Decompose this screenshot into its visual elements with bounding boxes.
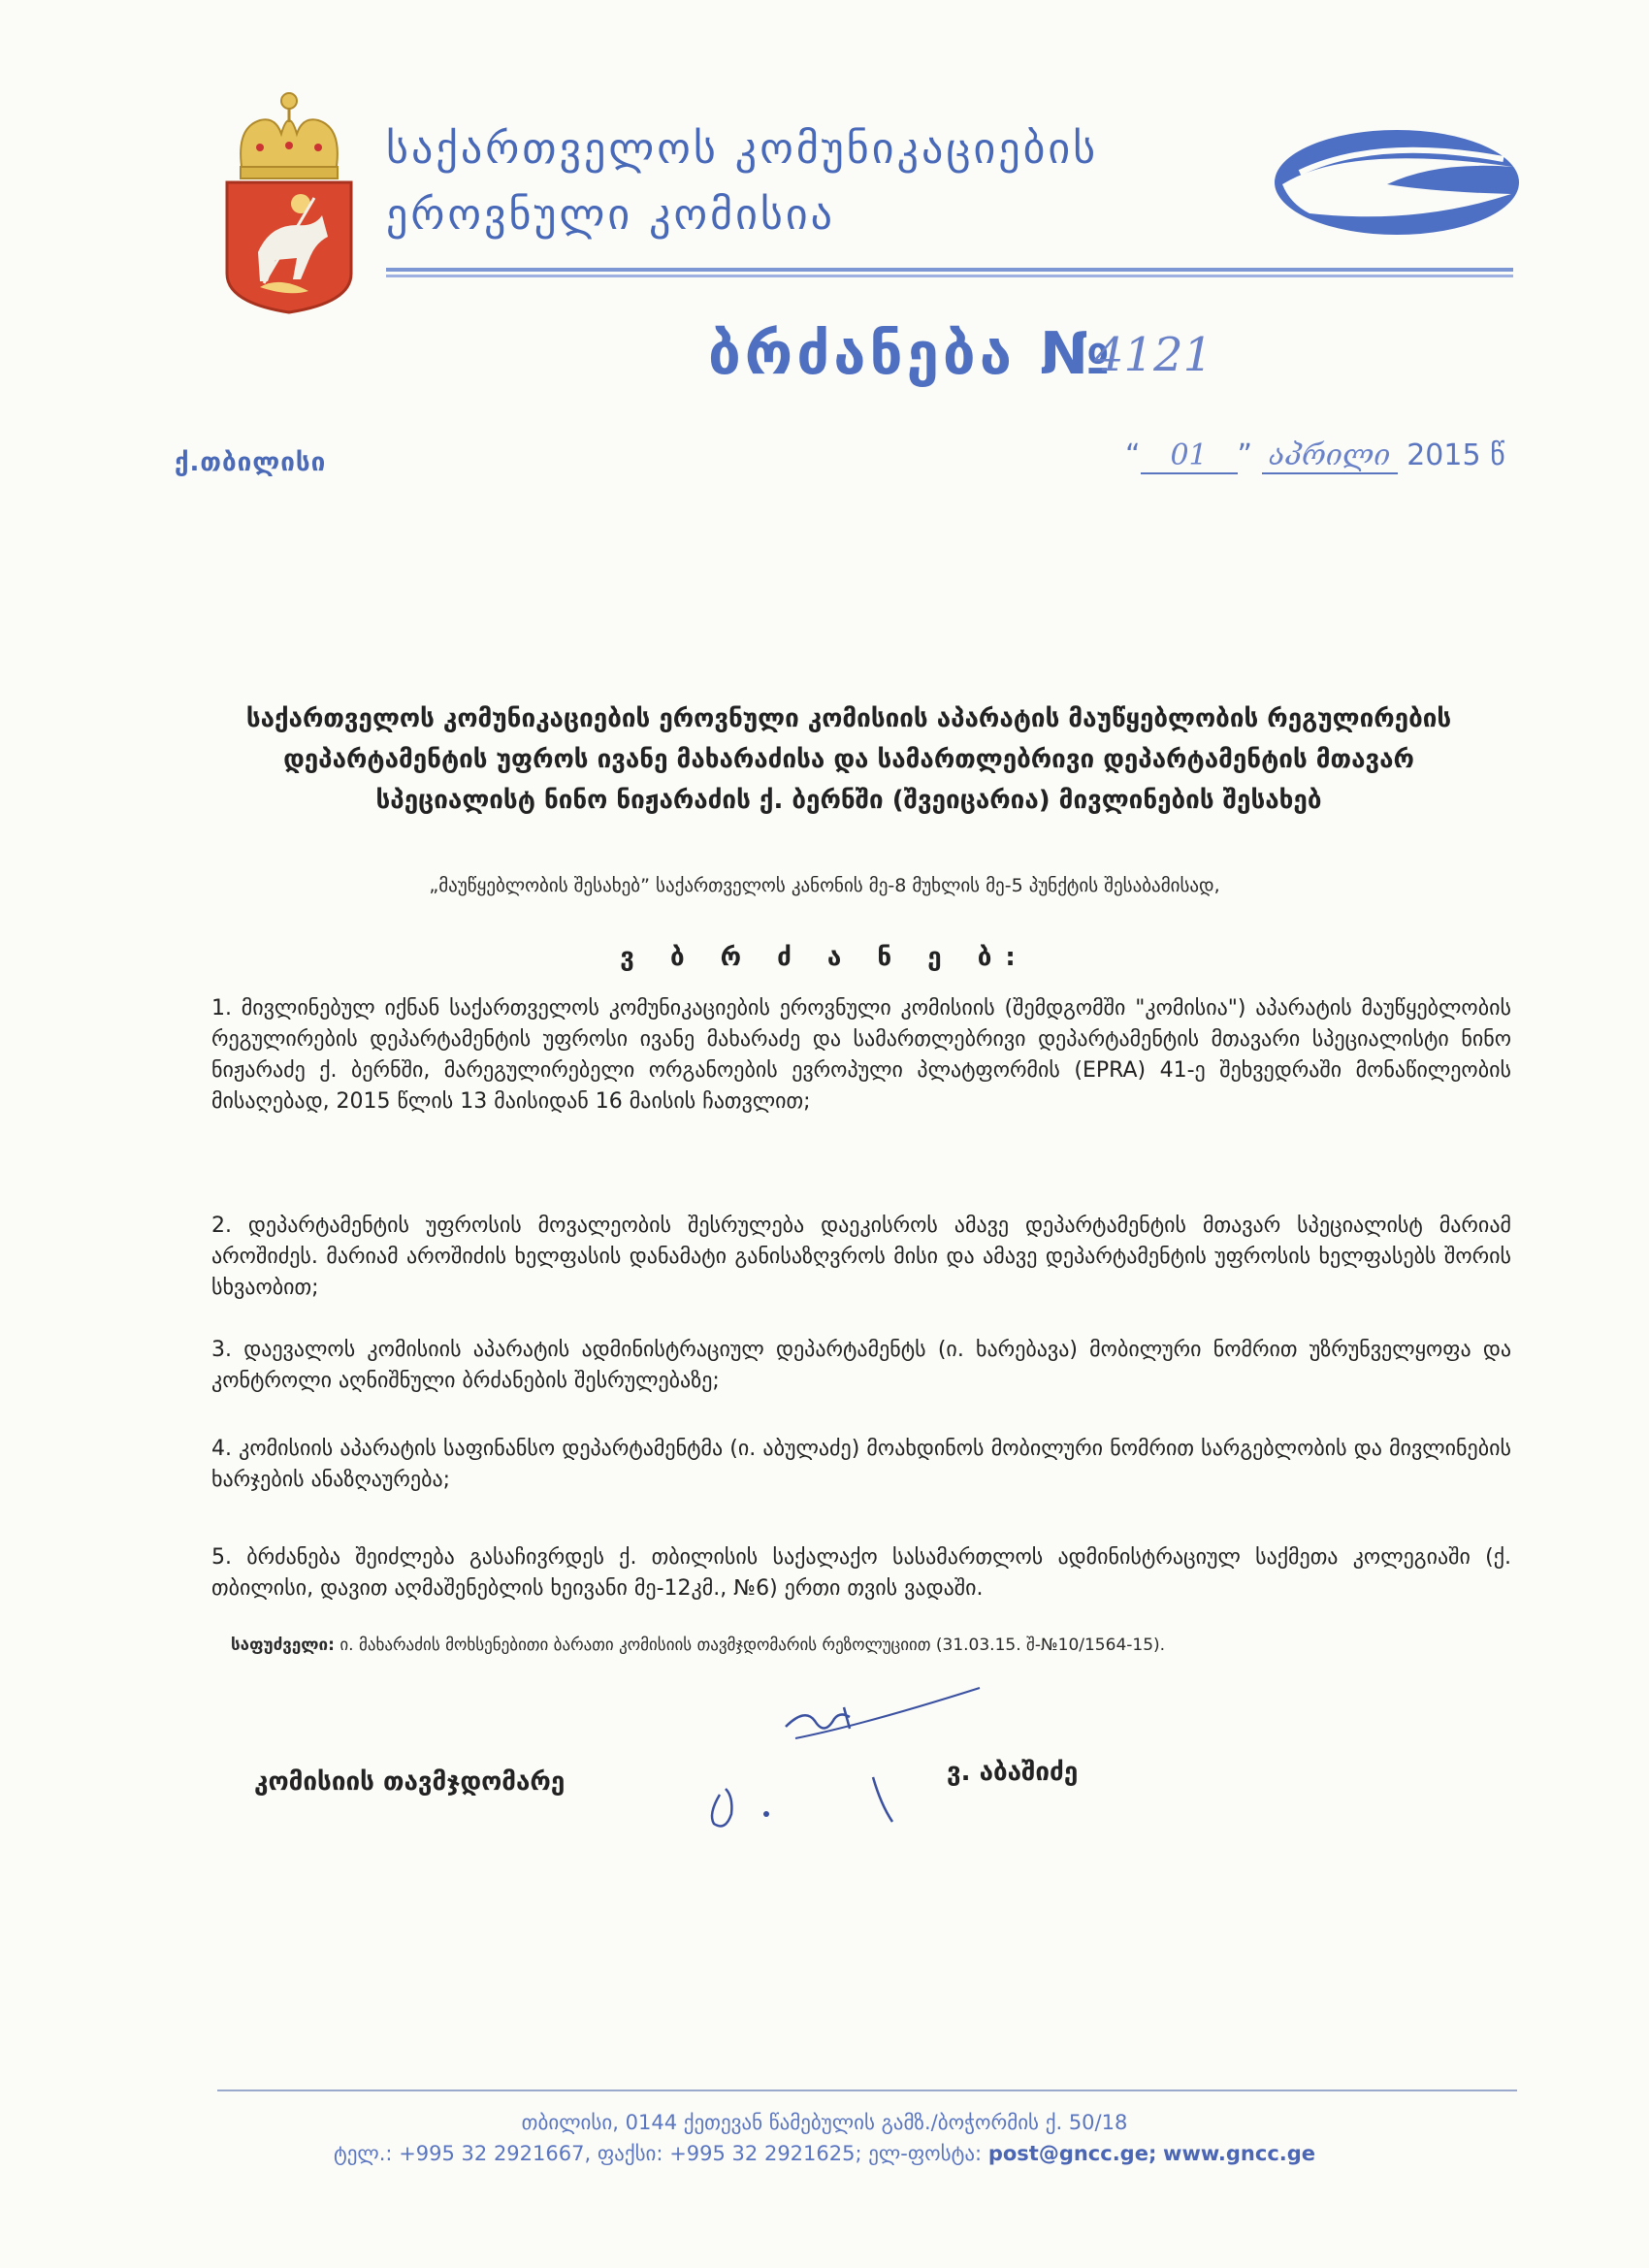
date-open-quote: “ — [1125, 438, 1141, 472]
order-title: ბრძანება № — [708, 320, 1115, 388]
order-paragraph-3: 3. დაევალოს კომისიის აპარატის ადმინისტრაციულ დეპარტამენტს (ი. ხარებავა) მობილური ნომრით უზრუნველყოფა და კონტროლი აღნიშნული ბრძანების შესრულებაზე; — [211, 1338, 1511, 1393]
email-link[interactable]: post@gncc.ge; — [987, 2142, 1157, 2165]
order-number: 4121 — [1094, 328, 1213, 382]
order-paragraph-5: 5. ბრძანება შეიძლება გასაჩივრდეს ქ. თბილისის საქალაქო სასამართლოს ადმინისტრაციულ საქმეთა კოლეგიაში (ქ. თბილისი, დავით აღმაშენებლის ხეივანი მე-12კმ., №6) ერთი თვის ვადაში. — [211, 1545, 1511, 1601]
email-label: ელ-ფოსტა: — [868, 2142, 983, 2165]
header-divider — [386, 268, 1513, 279]
org-name-line2: ეროვნული კომისია — [386, 190, 835, 240]
order-paragraph-4: 4. კომისიის აპარატის საფინანსო დეპარტამენტმა (ი. აბულაძე) მოახდინოს მობილური ნომრით სარგებლობის და მივლინების ხარჯების ანაზღაურება; — [211, 1437, 1511, 1492]
foundation-note — [231, 1636, 1165, 1655]
coat-of-arms-icon — [221, 89, 357, 314]
order-word: ვ ბ რ ძ ა ნ ე ბ: — [620, 943, 1029, 972]
footer-contacts — [0, 2142, 1649, 2165]
signatory-title: კომისიის თავმჯდომარე — [254, 1767, 566, 1797]
handwritten-signature-icon — [669, 1669, 1009, 1833]
date-year: 2015 — [1406, 438, 1481, 472]
fax-value: +995 32 2921625; — [669, 2142, 862, 2165]
tel-label: ტელ.: — [333, 2142, 393, 2165]
foundation-text: ი. მახარაძის მოხსენებითი ბარათი კომისიის თავმჯდომარის რეზოლუციით (31.03.15. შ-№10/1564-15). — [340, 1636, 1166, 1655]
footer-divider — [217, 2090, 1517, 2091]
footer-address: თბილისი, 0144 ქეთევან წამებულის გამზ./ბოჭორმის ქ. 50/18 — [521, 2111, 1128, 2134]
order-date — [1125, 438, 1505, 474]
website-link[interactable]: www.gncc.ge — [1163, 2142, 1316, 2165]
foundation-label: საფუძველი: — [231, 1636, 335, 1655]
city-label: ქ.თბილისი — [175, 448, 327, 477]
date-day: 01 — [1141, 438, 1238, 474]
date-close-quote: ” — [1237, 438, 1253, 472]
date-month: აპრილი — [1262, 438, 1398, 474]
signatory-name: ვ. აბაშიძე — [947, 1758, 1079, 1787]
order-paragraph-1: 1. მივლინებულ იქნან საქართველოს კომუნიკაციების ეროვნული კომისიის (შემდგომში "კომისია") აპარატის მაუწყებლობის რეგულირების დეპარტამენტის უფროსი ივანე მახარაძე და სამართლებრივი დეპარტამენტის მთავარი სპეციალისტი ნინო ნიჟარაძე ქ. ბერნში, მარეგულირებელი ორგანოების ევროპული პლატფორმის (EPRA) 41-ე შეხვედრაში მონაწილეობის მისაღებად, 2015 წლის 13 მაისიდან 16 მაისის ჩათვლით; — [211, 996, 1511, 1114]
fax-label: ფაქსი: — [597, 2142, 663, 2165]
gncc-swoosh-logo-icon — [1271, 124, 1523, 241]
order-subject: საქართველოს კომუნიკაციების ეროვნული კომისიის აპარატის მაუწყებლობის რეგულირების დეპარტამენტის უფროს ივანე მახარაძისა და სამართლებრივი დეპარტამენტის მთავარ სპეციალისტ ნინო ნიჟარაძის ქ. ბერნში (შვეიცარია) მივლინების შესახებ — [245, 704, 1452, 815]
tel-value: +995 32 2921667, — [399, 2142, 592, 2165]
org-name-line1: საქართველოს კომუნიკაციების — [386, 124, 1099, 174]
date-suffix: წ — [1490, 438, 1505, 472]
order-paragraph-2: 2. დეპარტამენტის უფროსის მოვალეობის შესრულება დაეკისროს ამავე დეპარტამენტის მთავარ სპეციალისტ მარიამ აროშიძეს. მარიამ აროშიძის ხელფასის დანამატი განისაზღვროს მისი და ამავე დეპარტამენტის უფროსის ხელფასებს შორის სხვაობით; — [211, 1214, 1511, 1300]
legal-basis-line: „მაუწყებლობის შესახებ” საქართველოს კანონის მე-8 მუხლის მე-5 პუნქტის შესაბამისად, — [429, 875, 1220, 896]
